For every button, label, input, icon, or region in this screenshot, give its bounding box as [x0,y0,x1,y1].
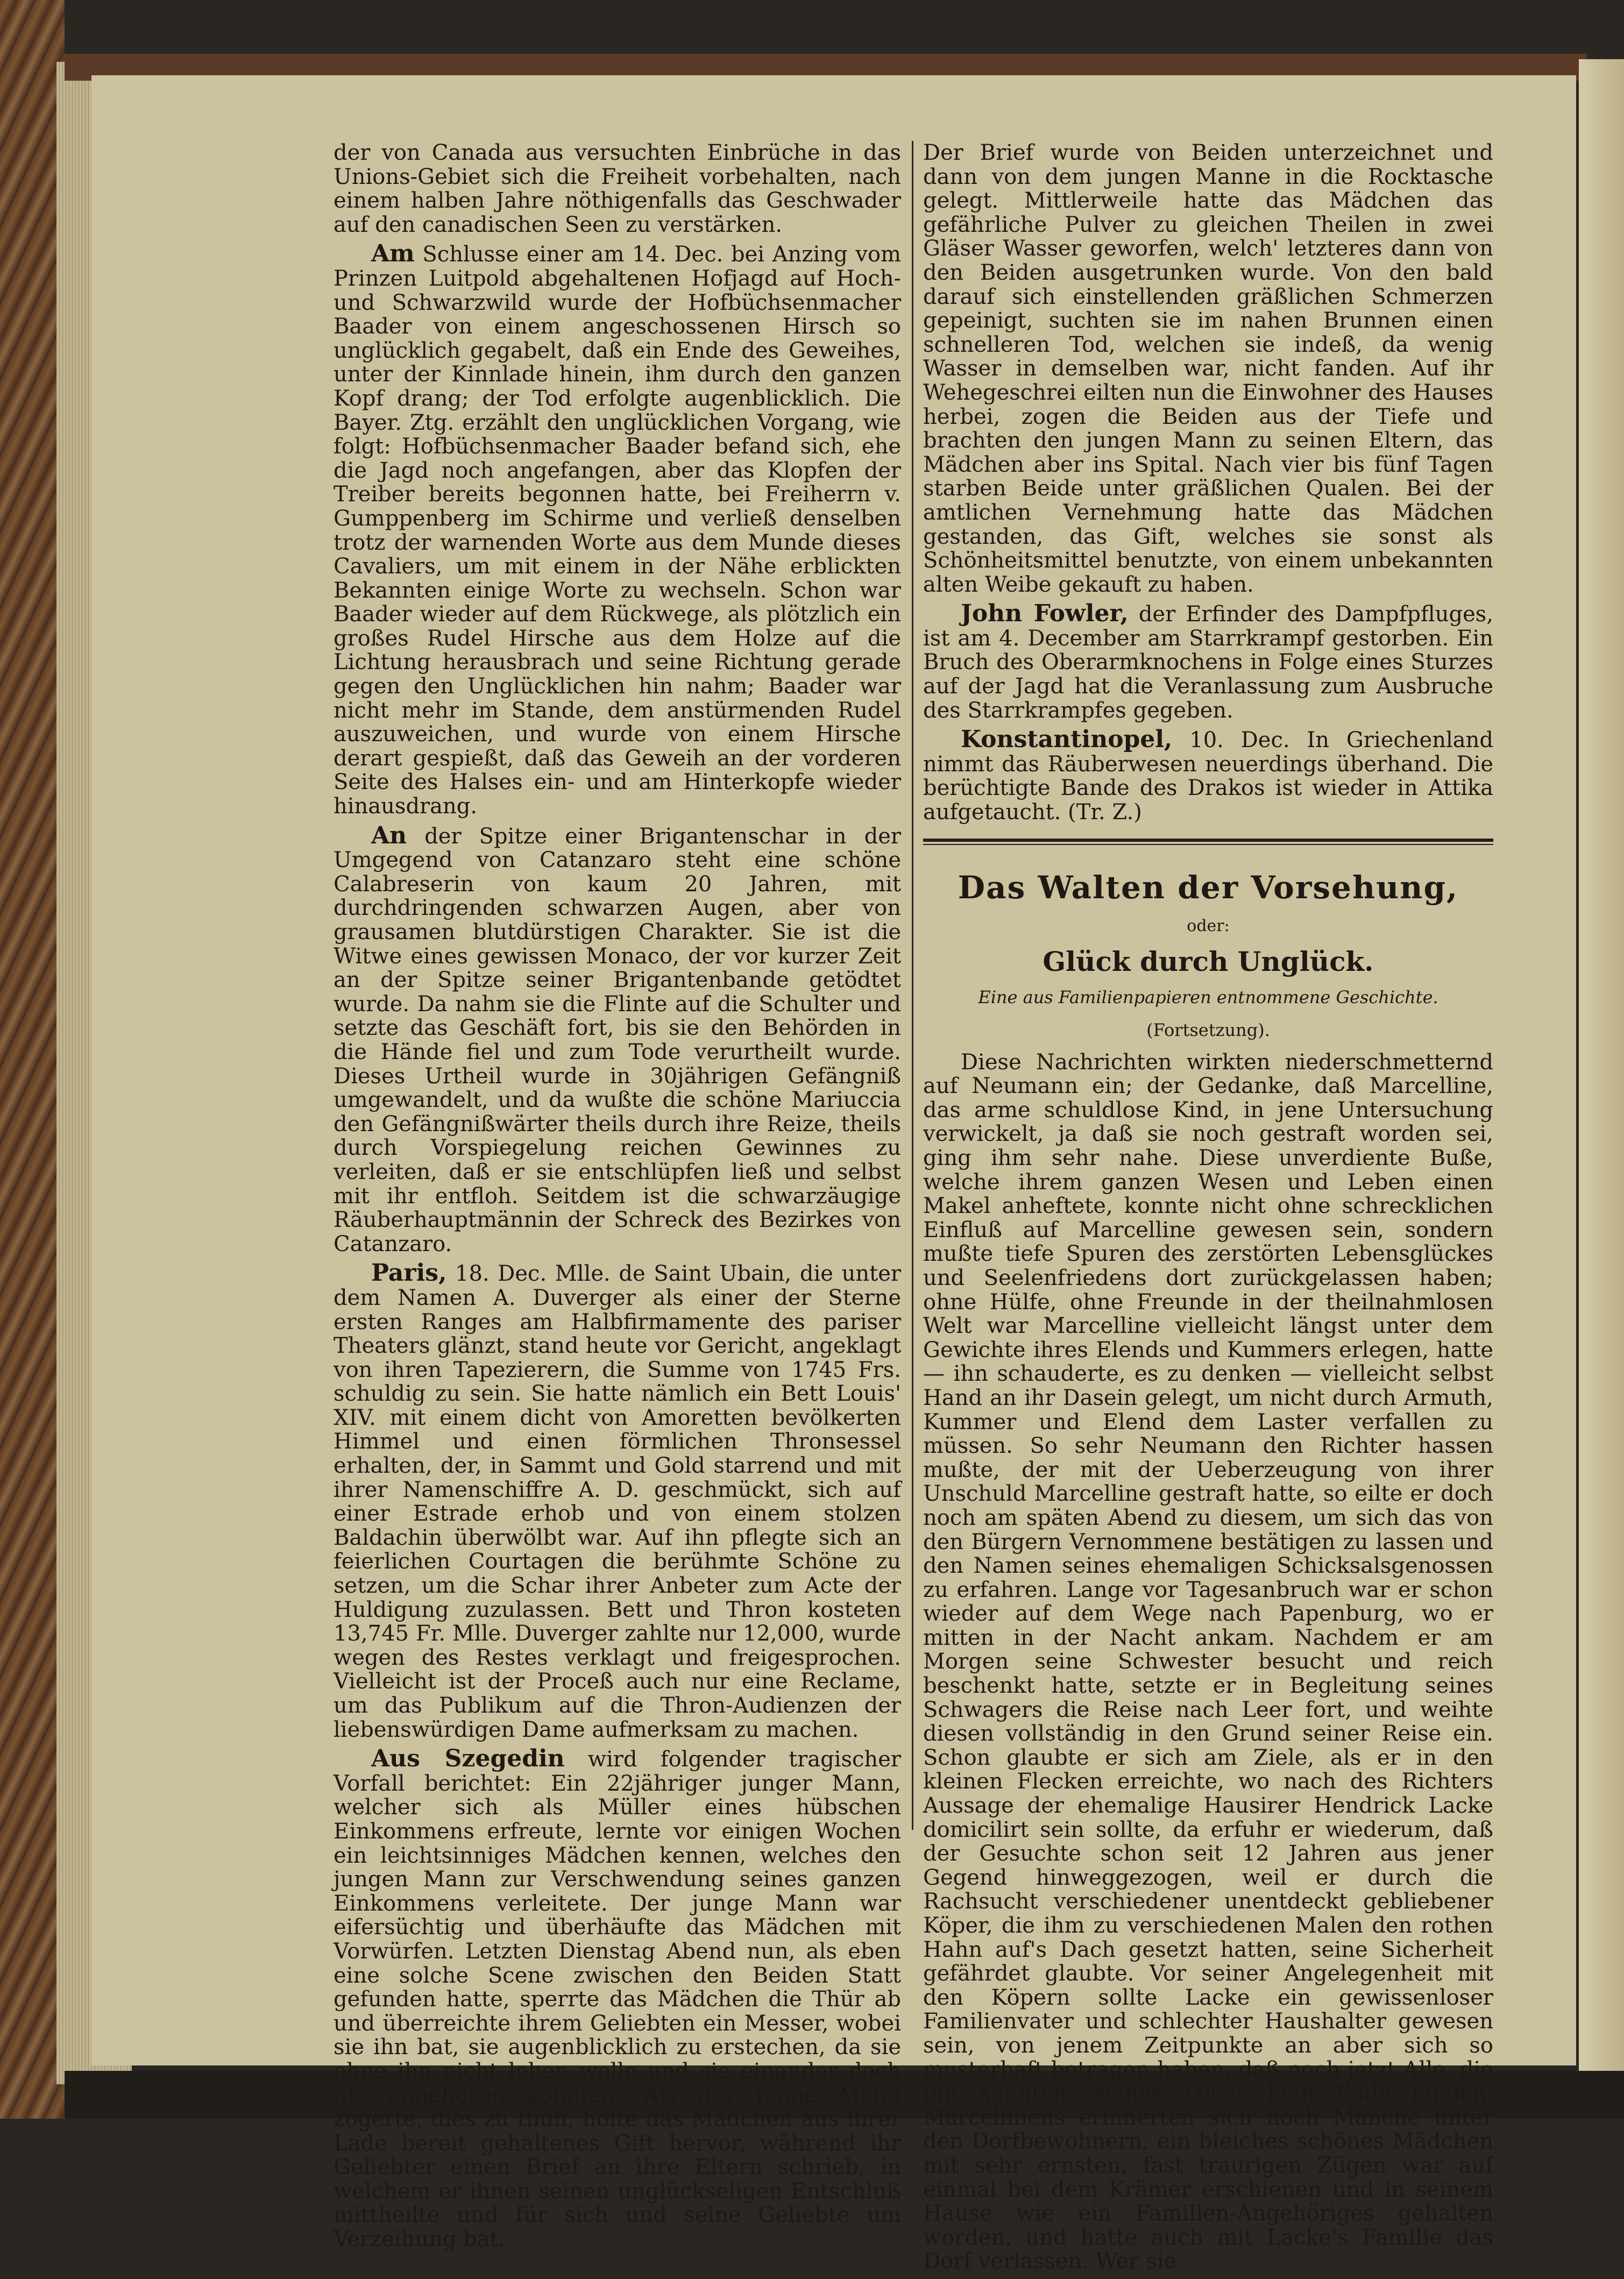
story-title: Das Walten der Vorsehung, [958,869,1459,906]
story-subtitle: Glück durch Unglück. [1043,945,1374,977]
article-heading: John Fowler, [961,600,1129,628]
article-paragraph [334,1747,901,2251]
story-body: Diese Nachrichten wirkten niederschmetternd auf Neumann ein; der Gedanke, daß Marcelline, das arme schuldlose Kind, in jene Untersuchung verwickelt, ja daß sie noch gestraft worden sei, ging ihm sehr nahe. Diese unverdiente Buße, welche ihrem ganzen Wesen und Leben einen Makel anheftete, konnte nicht ohne schrecklichen Einfluß auf Marcelline gewesen sein, sondern mußte tiefe Spuren des zerstörten Lebensglückes und Seelenfriedens dort zurückgelassen haben; ohne Hülfe, ohne Freunde in der theilnahmlosen Welt war Marcelline vielleicht längst unter dem Gewichte ihres Elends und Kummers erlegen, hatte — ihn schauderte, es zu denken — vielleicht selbst Hand an ihr Dasein gelegt, um nicht durch Armuth, Kummer und Elend dem Laster verfallen zu müssen. So sehr Neumann den Richter hassen mußte, der mit der Ueberzeugung von ihrer Unschuld Marcelline gestraft hatte, so eilte er doch noch am späten Abend zu diesem, um sich das von den Bürgern Vernommene bestätigen zu lassen und den Namen seines ehemaligen Schicksalsgenossen zu erfahren. Lange vor Tagesanbruch war er schon wieder auf dem Wege nach Papenburg, wo er mitten in der Nacht ankam. Nachdem er am Morgen seine Schwester besucht und reich beschenkt hatte, setzte er in Begleitung seines Schwagers die Reise nach Leer fort, und weihte diesen vollständig in den Grund seiner Reise ein. Schon glaubte er sich am Ziele, als er in den kleinen Flecken erreichte, wo nach des Richters Aussage der ehemalige Hausirer Hendrick Lacke domicilirt sein sollte, da erfuhr er wiederum, daß der Gesuchte schon seit 12 Jahren aus jener Gegend hinweggezogen, weil er durch die Rachsucht verschiedener unentdeckt gebliebener Köper, die ihm zu verschiedenen Malen den rothen Hahn auf's Dach gesetzt hatten, seine Sicherheit gefährdet glaubte. Vor seiner Angelegenheit mit den Köpern sollte Lacke ein gewissenloser Familienvater und schlechter Haushalter gewesen sein, von jenem Zeitpunkte an aber sich so musterhaft betragen haben, daß noch jetzt Alle, die ihn kannten, seines Lobes kein Ende fanden. Marcellinens erinnerten sich noch Manche unter den Dorfbewohnern, ein bleiches schönes Mädchen mit sehr ernsten, fast traurigen Zügen war auf einmal bei dem Krämer erschienen und in seinem Hause wie ein Familien-Angehöriges gehalten worden, und hatte auch mit Lacke's Familie das Dorf verlassen. Wer sie [923,1049,1493,2274]
story-source-note: Eine aus Familienpapieren entnommene Geschichte. [978,986,1438,1007]
article-heading: Konstantinopel, [961,726,1173,754]
article-paragraph [334,242,901,818]
section-divider [923,839,1493,845]
article-paragraph [923,728,1493,824]
right-column [923,141,1493,2279]
article-text: der Erfinder des Dampfpfluges, ist am 4. December am Starrkrampf gestorben. Ein Bruch des Oberarmknochens in Folge eines Sturzes auf der Jagd hat die Veranlassung zum Ausbruche des Starrkrampfes gegeben. [923,602,1494,723]
article-paragraph [334,821,901,1256]
article-text: 10. Dec. In Griechenland nimmt das Räuberwesen neuerdings überhand. Die berüchtigte Bande des Drakos ist wieder in Attika aufgetaucht. (Tr. Z.) [923,728,1493,825]
article-paragraph [923,602,1493,722]
article-paragraph [334,1261,901,1742]
article-text: Der Brief wurde von Beiden unterzeichnet und dann von dem jungen Manne in die Rocktasche gelegt. Mittlerweile hatte das Mädchen das gefährliche Pulver zu gleichen Theilen in zwei Gläser Wasser geworfen, welch' letzteres dann von den Beiden ausgetrunken wurde. Von den bald darauf sich einstellenden gräßlichen Schmerzen gepeinigt, suchten sie im nahen Brunnen einen schnelleren Tod, welchen sie indeß, da wenig Wasser in demselben war, nicht fanden. Auf ihr Wehegeschrei eilten nun die Einwohner des Hauses herbei, zogen die Beiden aus der Tiefe und brachten den jungen Mann zu seinen Eltern, das Mädchen aber ins Spital. Nach vier bis fünf Tagen starben Beide unter gräßlichen Qualen. Bei der amtlichen Vernehmung hatte das Mädchen gestanden, das Gift, welches sie sonst als Schönheitsmittel benutzte, von einem unbekannten alten Weibe gekauft zu haben. [923,140,1493,597]
article-text: der von Canada aus versuchten Einbrüche in das Unions-Gebiet sich die Freiheit vorbehalten, nach einem halben Jahre nöthigenfalls das Geschwader auf den canadischen Seen zu verstärken. [334,140,901,237]
article-heading: Am [371,240,415,268]
story-continued: (Fortsetzung). [1146,1019,1270,1040]
article-paragraph [923,141,1493,597]
column-divider [912,141,913,1830]
article-text: der Spitze einer Brigantenschar in der Umgegend von Catanzaro steht eine schöne Calabreserin von kaum 20 Jahren, mit durchdringenden schwarzen Augen, aber von grausamen blutdürstigen Charakter. Sie ist die Witwe eines gewissen Monaco, der vor kurzer Zeit an der Spitze seiner Brigantenbande getödtet wurde. Da nahm sie die Flinte auf die Schulter und setzte das Geschäft fort, bis sie den Behörden in die Hände fiel und zum Tode verurtheilt wurde. Dieses Urtheil wurde in 30jährigen Gefängniß umgewandelt, und da wußte die schöne Mariuccia den Gefängnißwärter theils durch ihre Reize, theils durch Vorspiegelung reichen Gewinnes zu verleiten, daß er sie entschlüpfen ließ und selbst mit ihr entfloh. Seitdem ist die schwarzäugige Räuberhauptmännin der Schreck des Bezirkes von Catanzaro. [334,823,901,1256]
article-paragraph [334,141,901,237]
left-column [334,141,901,2257]
article-heading: Aus Szegedin [371,1745,565,1773]
marbled-cover-edge [0,0,65,2119]
article-text: wird folgender tragischer Vorfall berichtet: Ein 22jähriger junger Mann, welcher sich als Müller eines hübschen Einkommens erfreute, lernte vor einigen Wochen ein leichtsinniges Mädchen kennen, welches den jungen Mann zur Verschwendung seines ganzen Einkommens verleitete. Der junge Mann war eifersüchtig und überhäufte das Mädchen mit Vorwürfen. Letzten Dienstag Abend nun, als eben eine solche Scene zwischen den Beiden Statt gefunden hatte, sperrte das Mädchen die Thür ab und überreichte ihrem Geliebten ein Messer, wobei sie ihn bat, sie augenblicklich zu erstechen, da sie ohne ihn nicht leben wolle und sie einander doch nie angehören könnten. Als der junge Mann zögerte, dies zu thun, holte das Mädchen aus ihrer Lade bereit gehaltenes Gift hervor, während ihr Geliebter einen Brief an ihre Eltern schrieb, in welchem er ihnen seinen unglückseligen Entschluß mittheilte und für sich und seine Geliebte um Verzeihung bat. [334,1747,901,2252]
article-heading: Paris, [371,1259,447,1287]
article-text: 18. Dec. Mlle. de Saint Ubain, die unter dem Namen A. Duverger als einer der Sterne ersten Ranges am Halbfirmamente des pariser Theaters glänzt, stand heute vor Gericht, angeklagt von ihren Tapezierern, die Summe von 1745 Frs. schuldig zu sein. Sie hatte nämlich ein Bett Louis' XIV. mit einem dicht von Amoretten bevölkerten Himmel und einen förmlichen Thronsessel erhalten, der, in Sammt und Gold starrend und mit ihrer Namenschiffre A. D. geschmückt, sich auf einer Estrade erhob und von einem stolzen Baldachin überwölbt war. Auf ihn pflegte sich an feierlichen Courtagen die berühmte Schöne zu setzen, um die Schar ihrer Anbeter zum Acte der Huldigung zuzulassen. Bett und Thron kosteten 13,745 Fr. Mlle. Duverger zahlte nur 12,000, wurde wegen des Restes verklagt und freigesprochen. Vielleicht ist der Proceß auch nur eine Reclame, um das Publikum auf die Thron-Audienzen der liebenswürdigen Dame aufmerksam zu machen. [334,1261,901,1742]
next-page-edge [1579,59,1624,2082]
article-heading: An [371,821,407,849]
story-oder: oder: [1187,916,1230,935]
article-text: Schlusse einer am 14. Dec. bei Anzing vom Prinzen Luitpold abgehaltenen Hofjagd auf Hoch- und Schwarzwild wurde der Hofbüchsenmacher Baader von einem angeschossenen Hirsch so unglücklich gegabelt, daß ein Ende des Geweihes, unter der Kinnlade hinein, ihm durch den ganzen Kopf drang; der Tod erfolgte augenblicklich. Die Bayer. Ztg. erzählt den unglücklichen Vorgang, wie folgt: Hofbüchsenmacher Baader befand sich, ehe die Jagd noch angefangen, aber das Klopfen der Treiber bereits begonnen hatte, bei Freiherrn v. Gumppenberg im Schirme und verließ denselben trotz der warnenden Worte aus dem Munde dieses Cavaliers, um mit einem in der Nähe erblickten Bekannten einige Worte zu wechseln. Schon war Baader wieder auf dem Rückwege, als plötzlich ein großes Rudel Hirsche aus dem Holze auf die Lichtung herausbrach und seine Richtung gerade gegen den Unglücklichen hin nahm; Baader war nicht mehr im Stande, dem anstürmenden Rudel auszuweichen, und wurde von einem Hirsche derart gespießt, daß das Geweih an der vorderen Seite des Halses ein- und am Hinterkopfe wieder hinausdrang. [334,242,901,819]
